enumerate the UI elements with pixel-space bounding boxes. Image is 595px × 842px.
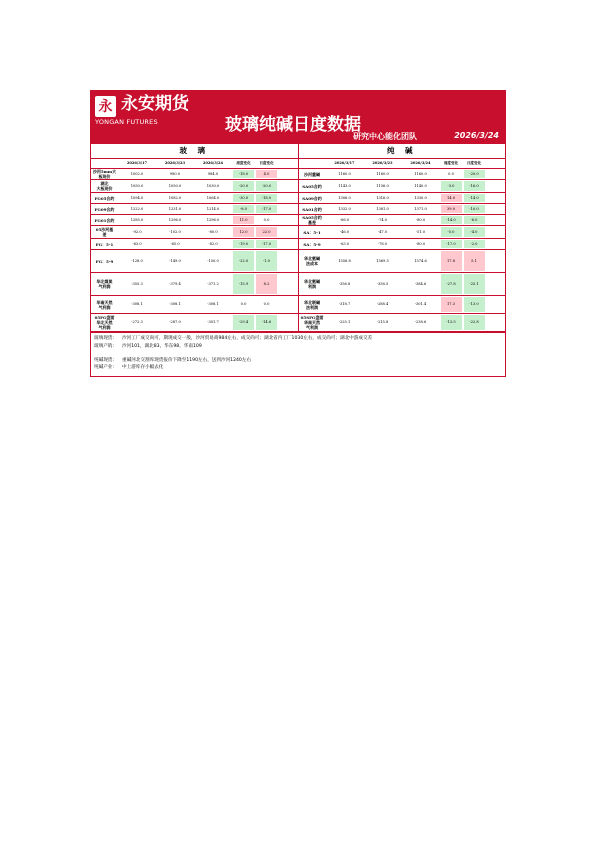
daily-change-cell: -17.0 bbox=[256, 240, 277, 248]
glass-table bbox=[91, 144, 299, 332]
value-cell: 1050.0 bbox=[130, 183, 144, 188]
daily-change-cell: 8.2 bbox=[256, 274, 277, 294]
value-cell: -92.0 bbox=[132, 229, 142, 234]
note-line bbox=[94, 343, 502, 351]
column-header: 2026/3/23 bbox=[164, 161, 186, 166]
value-cell: 1160.0 bbox=[414, 171, 427, 176]
value-cell: -80.0 bbox=[208, 229, 218, 234]
value-cell: 1050.0 bbox=[168, 183, 182, 188]
report-header bbox=[91, 91, 505, 144]
value-cell: 1214.0 bbox=[206, 206, 220, 211]
weekly-change-cell: 12.0 bbox=[233, 227, 254, 237]
row-label: 沙河5mm大 板现价 bbox=[92, 169, 117, 179]
daily-change-cell: -2.0 bbox=[464, 240, 485, 248]
value-cell: 1381.0 bbox=[376, 206, 389, 211]
column-header: 2026/3/17 bbox=[126, 161, 148, 166]
glass-column-header bbox=[91, 159, 298, 169]
report-container bbox=[90, 90, 506, 377]
value-cell: -308.1 bbox=[169, 302, 181, 307]
value-cell: -301.4 bbox=[414, 302, 427, 307]
daily-change-cell: -25.1 bbox=[464, 274, 485, 294]
table-row bbox=[91, 193, 298, 204]
brand-name-en: YONGAN FUTURES bbox=[95, 118, 158, 126]
row-label: 05SFG盘面 华南天然 气利润 bbox=[300, 315, 324, 330]
value-cell: 1371.0 bbox=[414, 206, 427, 211]
row-label: 华北煤炭 气利润 bbox=[96, 279, 113, 289]
value-cell: 1574.6 bbox=[414, 258, 427, 263]
value-cell: -63.0 bbox=[132, 241, 142, 246]
table-row bbox=[91, 296, 298, 314]
value-cell: 1160.0 bbox=[376, 171, 389, 176]
team-name: 研究中心能化团队 bbox=[353, 132, 417, 141]
value-cell: 1082.0 bbox=[168, 195, 182, 200]
report-date: 2026/3/24 bbox=[454, 131, 499, 140]
value-cell: 984.0 bbox=[207, 171, 219, 176]
weekly-change-cell: 17.3 bbox=[441, 297, 462, 312]
glass-section-title: 玻 璃 bbox=[91, 144, 298, 159]
row-label: 05FG盘面 华北天然 气利润 bbox=[94, 315, 115, 330]
daily-change-cell: -22.8 bbox=[464, 315, 485, 330]
daily-change-cell: -18.0 bbox=[256, 194, 277, 202]
row-label: FG01合约 bbox=[94, 217, 115, 223]
daily-change-cell: 0.0 bbox=[263, 302, 270, 307]
value-cell: -63.0 bbox=[339, 241, 350, 246]
brand-name-cn: 永安期货 bbox=[121, 94, 189, 114]
weekly-change-cell: -8.0 bbox=[233, 205, 254, 213]
daily-change-cell: -20.0 bbox=[256, 181, 277, 191]
weekly-change-cell: -3.0 bbox=[441, 181, 462, 191]
value-cell: -102.0 bbox=[169, 229, 181, 234]
weekly-change-cell: -27.8 bbox=[441, 274, 462, 294]
value-cell: -128.0 bbox=[131, 258, 143, 263]
daily-change-cell: 0.0 bbox=[263, 217, 270, 222]
daily-change-cell: -6.0 bbox=[464, 216, 485, 224]
value-cell: 1160.0 bbox=[338, 171, 351, 176]
weekly-change-cell: 17.8 bbox=[441, 251, 462, 271]
value-cell: -384.6 bbox=[414, 281, 427, 286]
row-label: SA09合约 bbox=[302, 195, 322, 201]
data-tables bbox=[91, 144, 505, 332]
value-cell: -272.3 bbox=[131, 320, 143, 325]
table-row bbox=[91, 273, 298, 296]
note-line bbox=[94, 364, 502, 372]
weekly-change-cell: 39.0 bbox=[441, 205, 462, 213]
daily-change-cell: -10.0 bbox=[464, 205, 485, 213]
row-label: FG05合约 bbox=[94, 195, 115, 201]
row-label: FG09合约 bbox=[94, 206, 115, 212]
column-header: 2026/3/23 bbox=[372, 161, 393, 166]
value-cell: 1064.0 bbox=[206, 195, 220, 200]
value-cell: -301.7 bbox=[207, 320, 219, 325]
value-cell: 980.0 bbox=[169, 171, 181, 176]
daily-change-cell: 4.0 bbox=[256, 170, 277, 178]
table-row bbox=[91, 250, 298, 273]
note-text: 沙河101，湖北83，华东98，华南109 bbox=[122, 343, 202, 349]
value-cell: 1231.0 bbox=[168, 206, 182, 211]
weekly-change-cell: -30.0 bbox=[233, 194, 254, 202]
value-cell: -46.0 bbox=[339, 229, 350, 234]
note-label: 玻璃现货： bbox=[94, 336, 117, 341]
value-cell: 1316.0 bbox=[376, 195, 389, 200]
column-header: 2026/3/24 bbox=[202, 161, 224, 166]
value-cell: -78.0 bbox=[377, 241, 388, 246]
value-cell: -356.8 bbox=[338, 281, 351, 286]
weekly-change-cell: 0.0 bbox=[240, 302, 247, 307]
daily-change-cell: -20.0 bbox=[464, 170, 485, 178]
value-cell: -65.0 bbox=[170, 241, 180, 246]
commentary-notes bbox=[91, 332, 505, 376]
column-header: 日度变化 bbox=[259, 161, 274, 166]
row-label: FG：5-1 bbox=[95, 241, 114, 247]
soda-column-header bbox=[299, 159, 506, 169]
daily-change-cell: -1.0 bbox=[256, 251, 277, 271]
value-cell: 1285.0 bbox=[130, 217, 144, 222]
value-cell: -371.2 bbox=[207, 281, 219, 286]
row-label: 湖北 大板现价 bbox=[96, 181, 113, 191]
weekly-change-cell: -13.5 bbox=[441, 315, 462, 330]
row-label: SA05合约 bbox=[302, 183, 322, 189]
table-row bbox=[299, 296, 506, 314]
value-cell: 1332.0 bbox=[338, 206, 351, 211]
row-label: 华北氨碱 法成本 bbox=[304, 256, 320, 266]
table-row bbox=[299, 239, 506, 250]
column-header: 2026/3/17 bbox=[334, 161, 355, 166]
value-cell: -80.0 bbox=[415, 241, 426, 246]
daily-change-cell: -14.6 bbox=[256, 315, 277, 330]
note-line bbox=[94, 335, 502, 343]
table-row bbox=[91, 180, 298, 193]
value-cell: 1330.0 bbox=[414, 195, 427, 200]
note-line bbox=[94, 357, 502, 365]
value-cell: -318.7 bbox=[338, 302, 351, 307]
table-row bbox=[299, 193, 506, 204]
soda-section-title: 纯 碱 bbox=[299, 144, 506, 159]
daily-change-cell: -14.0 bbox=[464, 194, 485, 202]
row-label: SA05合约 基差 bbox=[302, 215, 322, 225]
row-label: 沙河重碱 bbox=[304, 171, 320, 177]
note-text: 中上游库存小幅去化 bbox=[122, 365, 164, 371]
daily-change-cell: -17.0 bbox=[256, 205, 277, 213]
table-row bbox=[91, 215, 298, 226]
value-cell: -358.5 bbox=[376, 281, 389, 286]
table-row bbox=[299, 226, 506, 239]
value-cell: -80.0 bbox=[415, 217, 426, 222]
row-label: 05沙河基 差 bbox=[95, 227, 114, 237]
table-row bbox=[299, 180, 506, 193]
value-cell: 1002.0 bbox=[130, 171, 144, 176]
row-label: 华北联碱 法利润 bbox=[304, 299, 320, 310]
value-cell: 1556.8 bbox=[338, 258, 351, 263]
table-row bbox=[299, 204, 506, 215]
weekly-change-cell: -29.4 bbox=[233, 315, 254, 330]
value-cell: -355.3 bbox=[131, 281, 143, 286]
note-label: 玻璃产销： bbox=[94, 343, 117, 349]
row-label: SA01合约 bbox=[302, 206, 322, 212]
value-cell: -82.0 bbox=[208, 241, 218, 246]
value-cell: -308.1 bbox=[131, 302, 143, 307]
note-text: 沙河工厂成交尚可，期现成交一般，沙河贸易商984左右，成交尚可；湖北省内工厂1030左右，成交尚可；湖北中游成交差 bbox=[122, 336, 373, 341]
value-cell: 1296.0 bbox=[168, 217, 182, 222]
value-cell: -47.0 bbox=[377, 229, 388, 234]
table-row bbox=[299, 314, 506, 332]
note-text: 重碱河北交割库现货报价下降至1190左右，送到沙河1240左右 bbox=[122, 357, 252, 363]
table-row bbox=[91, 204, 298, 215]
row-label: SA：5-1 bbox=[303, 229, 321, 235]
row-label: FG：5-9 bbox=[95, 258, 114, 264]
value-cell: -215.8 bbox=[376, 320, 389, 325]
table-row bbox=[91, 226, 298, 239]
value-cell: 1140.0 bbox=[414, 183, 427, 188]
yongan-logo-icon: 永 bbox=[95, 96, 116, 117]
value-cell: -308.1 bbox=[207, 302, 219, 307]
value-cell: -150.0 bbox=[207, 258, 219, 263]
row-label: 华南天然 气利润 bbox=[96, 299, 113, 310]
value-cell: 1569.5 bbox=[376, 258, 389, 263]
table-row bbox=[91, 239, 298, 250]
weekly-change-cell: -22.0 bbox=[233, 251, 254, 271]
soda-table bbox=[299, 144, 506, 332]
column-header: 周度变化 bbox=[236, 161, 251, 166]
value-cell: -225.1 bbox=[338, 320, 351, 325]
weekly-change-cell: -14.0 bbox=[441, 216, 462, 224]
column-header: 日度变化 bbox=[466, 161, 482, 166]
column-header bbox=[91, 159, 118, 168]
value-cell: -51.0 bbox=[415, 229, 426, 234]
weekly-change-cell: -18.0 bbox=[233, 170, 254, 178]
table-row bbox=[91, 169, 298, 180]
table-row bbox=[299, 169, 506, 180]
value-cell: -287.0 bbox=[169, 320, 181, 325]
value-cell: 1222.0 bbox=[130, 206, 144, 211]
table-row bbox=[299, 215, 506, 226]
value-cell: 1296.0 bbox=[206, 217, 220, 222]
value-cell: -288.4 bbox=[376, 302, 389, 307]
column-header: 2026/3/24 bbox=[410, 161, 431, 166]
column-header: 周度变化 bbox=[443, 161, 459, 166]
row-label: 华北氨碱 利润 bbox=[304, 279, 320, 289]
table-row bbox=[299, 273, 506, 296]
value-cell: -149.0 bbox=[169, 258, 181, 263]
daily-change-cell: 5.1 bbox=[464, 251, 485, 271]
weekly-change-cell: -20.0 bbox=[233, 181, 254, 191]
value-cell: 1156.0 bbox=[376, 183, 389, 188]
note-label: 纯碱产业： bbox=[94, 365, 117, 371]
table-row bbox=[299, 250, 506, 273]
weekly-change-cell: 14.0 bbox=[441, 194, 462, 202]
note-label: 纯碱现货： bbox=[94, 357, 117, 363]
value-cell: 1094.0 bbox=[130, 195, 144, 200]
table-row bbox=[91, 314, 298, 332]
weekly-change-cell: -5.0 bbox=[441, 227, 462, 237]
weekly-change-cell: -17.0 bbox=[441, 240, 462, 248]
value-cell: -238.6 bbox=[414, 320, 427, 325]
daily-change-cell: 22.0 bbox=[256, 227, 277, 237]
daily-change-cell: -13.0 bbox=[464, 297, 485, 312]
weekly-change-cell: -19.0 bbox=[233, 240, 254, 248]
weekly-change-cell: 0.0 bbox=[448, 171, 454, 176]
weekly-change-cell: -15.9 bbox=[233, 274, 254, 294]
column-header bbox=[299, 159, 326, 168]
row-label: SA：5-9 bbox=[303, 241, 321, 247]
value-cell: 1143.0 bbox=[338, 183, 351, 188]
report-title: 玻璃纯碱日度数据 bbox=[225, 115, 361, 135]
value-cell: -66.0 bbox=[339, 217, 350, 222]
value-cell: 1306.0 bbox=[338, 195, 351, 200]
daily-change-cell: -4.0 bbox=[464, 227, 485, 237]
value-cell: 1030.0 bbox=[206, 183, 220, 188]
value-cell: -74.0 bbox=[377, 217, 388, 222]
daily-change-cell: -16.0 bbox=[464, 181, 485, 191]
weekly-change-cell: 11.0 bbox=[233, 216, 254, 224]
value-cell: -379.4 bbox=[169, 281, 181, 286]
